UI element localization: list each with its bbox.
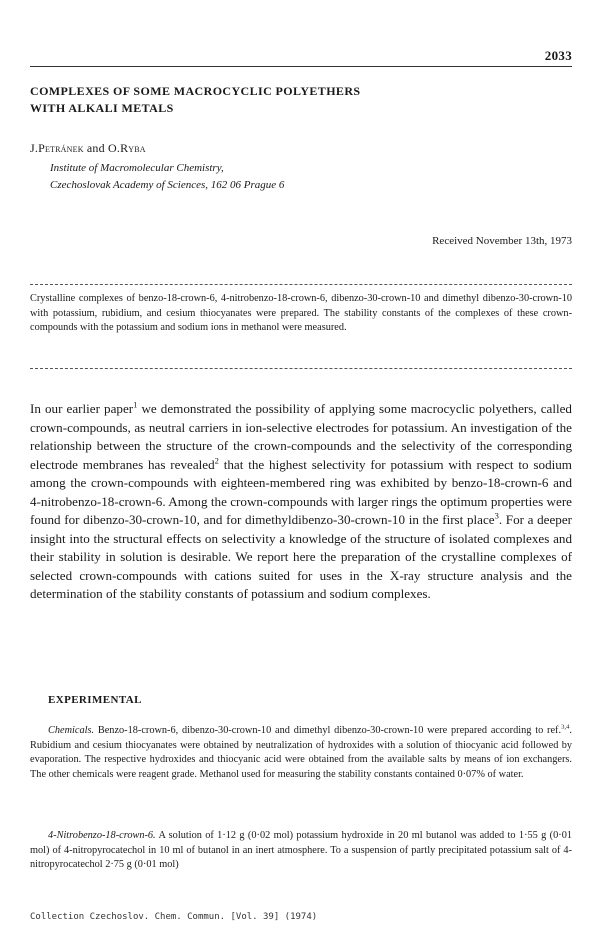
received-date: Received November 13th, 1973: [432, 235, 572, 247]
authors-conjunction: and: [83, 141, 109, 155]
intro-text-1: In our earlier paper: [30, 401, 134, 416]
paragraph-text: A solution of 1·12 g (0·02 mol) potassium hydroxide in 20 ml butanol was added to 1·55 g (0·01 mol) of 4-nitropyrocatechol in 10 ml of butanol in an inert atmosphere. To a suspension of partly precipitated potassium salt of 4-nitropyrocatechol 2·75 g (0·01 mol): [30, 830, 572, 870]
reference-marker: 3: [494, 510, 499, 521]
reference-marker: 1: [133, 399, 138, 410]
reference-marker: 3,4: [561, 723, 570, 731]
title-line-1: COMPLEXES OF SOME MACROCYCLIC POLYETHERS: [30, 84, 361, 98]
abstract-rule-bottom: [30, 368, 572, 369]
authors: [30, 141, 146, 156]
intro-text-4: . For a deeper insight into the structural effects on selectivity a knowledge of the structure of isolated complexes and their stability in solution is desirable. We report here the preparation of the crystalline complexes of selected crown-compounds with cations suited for uses in the X-ray structure analysis and the determination of the stability constants of potassium and sodium complexes.: [30, 512, 573, 601]
article-title: [30, 83, 550, 117]
section-heading-experimental: EXPERIMENTAL: [48, 694, 142, 706]
intro-text-3: that the highest selectivity for potassium with respect to sodium among the crown-compounds with eighteen-membered ring was exhibited by benzo-18-crown-6 and 4-nitrobenzo-18-crown-6. Among the crown-compounds with larger rings the optimum properties were found for dibenzo-30-crown-10, and for dimethyldibenzo-30-crown-10 in the first place: [30, 456, 572, 527]
affiliation-line-1: Institute of Macromolecular Chemistry,: [50, 162, 224, 174]
author-1-initial: J.: [30, 141, 39, 155]
introduction-paragraph: [30, 400, 572, 604]
paragraph-lead: Chemicals.: [48, 725, 95, 736]
abstract-rule-top: [30, 284, 572, 285]
paragraph-lead: 4-Nitrobenzo-18-crown-6.: [48, 830, 156, 841]
page-number: 2033: [544, 48, 572, 63]
author-2-initial: O.: [108, 141, 121, 155]
paragraph-text: Benzo-18-crown-6, dibenzo-30-crown-10 and dimethyl dibenzo-30-crown-10 were prepared according to ref.: [94, 725, 562, 736]
experimental-chemicals-paragraph: [30, 724, 572, 782]
author-2-surname: Ryba: [120, 141, 146, 155]
header-rule: [30, 66, 572, 67]
journal-footer: Collection Czechoslov. Chem. Commun. [Vol. 39] (1974): [30, 912, 318, 922]
paragraph-text: . Rubidium and cesium thiocyanates were obtained by neutralization of hydroxides with a solution of thiocyanic acid followed by evaporation. The respective hydroxides and thiocyanic acid were obtained from the available salts by means of ion exchangers. The other chemicals were reagent grade. Methanol used for measuring the stability constants contained 0·07% of water.: [30, 725, 572, 780]
reference-marker: 2: [214, 455, 219, 466]
abstract: Crystalline complexes of benzo-18-crown-6, 4-nitrobenzo-18-crown-6, dibenzo-30-crown-10 and dimethyl dibenzo-30-crown-10 with potassium, rubidium, and cesium thiocyanates were prepared. The stability constants of the complexes of these crown-compounds with the potassium and sodium ions in methanol were measured.: [30, 293, 572, 333]
affiliation: [50, 160, 284, 194]
affiliation-line-2: Czechoslovak Academy of Sciences, 162 06 Prague 6: [50, 179, 285, 191]
experimental-nitrobenzo-paragraph: [30, 829, 572, 873]
title-line-2: WITH ALKALI METALS: [30, 101, 174, 115]
author-1-surname: Petránek: [38, 141, 84, 155]
intro-text-2: we demonstrated the possibility of applying some macrocyclic polyethers, called crown-compounds, as neutral carriers in ion-selective electrodes for potassium. An investigation of the relationship between the structure of the crown-compounds and the selectivity of the corresponding electrode membranes has revealed: [30, 401, 572, 472]
